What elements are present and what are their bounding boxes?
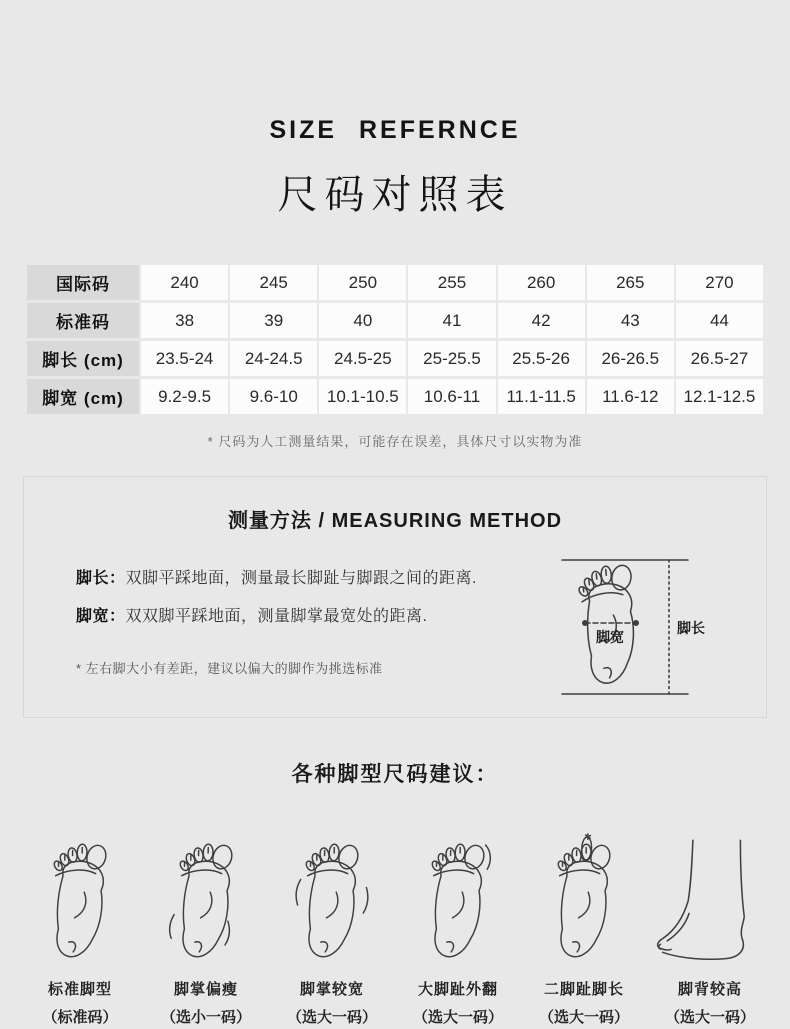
measuring-text: 双脚平踩地面，测量最长脚趾与脚跟之间的距离. (125, 570, 477, 587)
measuring-text: 双双脚平踩地面，测量脚掌最宽处的距离. (125, 608, 428, 625)
row-header: 脚长 (cm) (27, 341, 139, 376)
measuring-item-width (76, 603, 556, 626)
foot-type-item (272, 832, 392, 1027)
size-cell: 250 (319, 265, 406, 300)
size-cell: 12.1-12.5 (676, 379, 763, 414)
size-cell: 25-25.5 (408, 341, 495, 376)
foot-type-item (146, 832, 266, 1027)
foot-high-instep-icon (653, 834, 767, 968)
size-cell: 41 (408, 303, 495, 338)
foot-type-name: 脚掌较宽 (299, 981, 364, 998)
size-cell: 255 (408, 265, 495, 300)
foot-type-item (650, 834, 770, 1027)
measuring-title: 测量方法 / MEASURING METHOD (227, 510, 563, 532)
table-footnote: * 尺码为人工测量结果，可能存在误差，具体尺寸以实物为准 (207, 434, 583, 449)
size-cell: 44 (676, 303, 763, 338)
size-cell: 11.6-12 (587, 379, 674, 414)
measuring-method-box (23, 476, 767, 718)
foot-type-item (398, 832, 518, 1027)
size-cell: 240 (141, 265, 228, 300)
size-cell: 24.5-25 (319, 341, 406, 376)
size-cell: 265 (587, 265, 674, 300)
table-row (27, 303, 763, 338)
foot-type-advice: （选大一码） (664, 1009, 755, 1026)
size-cell: 11.1-11.5 (498, 379, 585, 414)
measuring-note: * 左右脚大小有差距，建议以偏大的脚作为挑选标准 (76, 661, 383, 676)
size-cell: 9.2-9.5 (141, 379, 228, 414)
measuring-label: 脚宽： (76, 608, 126, 625)
measuring-item-length (76, 565, 556, 588)
measuring-label: 脚长： (76, 570, 126, 587)
size-cell: 40 (319, 303, 406, 338)
foot-type-advice: （选大一码） (538, 1009, 629, 1026)
size-cell: 42 (498, 303, 585, 338)
foot-type-item (20, 832, 140, 1027)
foot-wide-icon (286, 832, 378, 968)
size-cell: 245 (230, 265, 317, 300)
size-cell: 23.5-24 (141, 341, 228, 376)
foot-type-item (524, 832, 644, 1027)
foot-standard-icon (34, 832, 126, 968)
foot-types-row (0, 832, 790, 1027)
size-cell: 10.6-11 (408, 379, 495, 414)
size-cell: 43 (587, 303, 674, 338)
diagram-length-label: 脚长 (677, 620, 705, 636)
size-cell: 39 (230, 303, 317, 338)
size-cell: 38 (141, 303, 228, 338)
foot-type-name: 二脚趾脚长 (543, 981, 624, 998)
foot-long-second-toe-icon (538, 832, 630, 968)
page-title-en: SIZE REFERNCE (269, 116, 521, 144)
row-header: 国际码 (27, 265, 139, 300)
size-cell: 260 (498, 265, 585, 300)
foot-measure-diagram-icon (556, 553, 732, 708)
foot-bunion-icon (412, 832, 504, 968)
foot-type-name: 脚掌偏瘦 (173, 981, 238, 998)
size-cell: 10.1-10.5 (319, 379, 406, 414)
size-table (25, 262, 765, 417)
diagram-width-label: 脚宽 (596, 629, 624, 645)
foot-types-title: 各种脚型尺码建议： (291, 763, 499, 786)
foot-type-advice: （选小一码） (160, 1009, 251, 1026)
size-cell: 26-26.5 (587, 341, 674, 376)
size-cell: 270 (676, 265, 763, 300)
size-cell: 24-24.5 (230, 341, 317, 376)
page-title-zh: 尺码对照表 (277, 173, 513, 217)
table-row (27, 341, 763, 376)
foot-type-advice: （选大一码） (286, 1009, 377, 1026)
table-row (27, 265, 763, 300)
foot-type-name: 标准脚型 (47, 981, 112, 998)
row-header: 脚宽 (cm) (27, 379, 139, 414)
foot-type-name: 脚背较高 (677, 981, 742, 998)
foot-type-advice: （标准码） (42, 1009, 118, 1026)
foot-type-advice: （选大一码） (412, 1009, 503, 1026)
row-header: 标准码 (27, 303, 139, 338)
foot-type-name: 大脚趾外翻 (417, 981, 498, 998)
size-cell: 25.5-26 (498, 341, 585, 376)
table-row (27, 379, 763, 414)
size-cell: 26.5-27 (676, 341, 763, 376)
foot-narrow-icon (160, 832, 252, 968)
size-cell: 9.6-10 (230, 379, 317, 414)
